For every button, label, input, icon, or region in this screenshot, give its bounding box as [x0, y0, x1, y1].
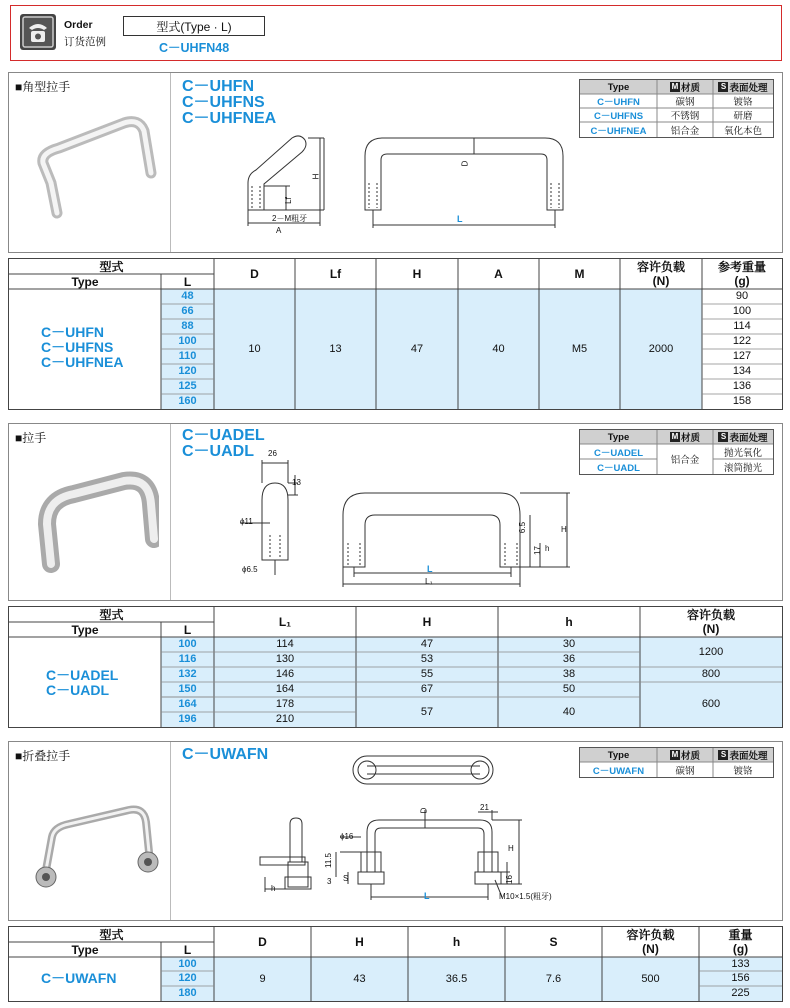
dim-phi16: ϕ16 [340, 832, 354, 841]
model-uhfn: C－UHFN [182, 78, 254, 95]
t1-header-load: 容许负载 [636, 260, 685, 274]
t3-weight-1: 156 [731, 972, 750, 984]
dim-h-1: H [311, 173, 321, 180]
t2-header-type-en: Type [71, 622, 99, 637]
t3-hs-value: 36.5 [445, 972, 468, 985]
dim-l-1: L [457, 214, 463, 224]
order-label-cn: 订货范例 [64, 36, 106, 48]
mt1-type-0: C－UHFN [597, 97, 640, 108]
t2-l1-0: 114 [276, 638, 294, 650]
t1-header-l: L [183, 274, 192, 289]
mt1-surface-0: 镀铬 [733, 97, 753, 108]
mt3-header-type: Type [580, 748, 657, 762]
t1-h-value: 47 [410, 342, 424, 355]
mt2-header-surface: S 表面处理 [713, 430, 773, 444]
dim-L1-2: L₁ [425, 576, 433, 586]
handle-drawing [230, 455, 580, 590]
t1-weight-3: 122 [732, 335, 752, 347]
t1-l-5: 120 [178, 365, 197, 377]
order-type-header: 型式(Type · L) [123, 16, 265, 36]
section-title-angled: ■角型拉手 [15, 80, 71, 94]
t1-weight-5: 134 [732, 365, 752, 377]
mt2-type-1: C－UADL [597, 462, 640, 474]
mt1-header-type: Type [580, 80, 657, 94]
angled-handle-drawing [240, 128, 570, 243]
t1-weight-1: 100 [732, 305, 752, 317]
t3-s-value: 7.6 [545, 972, 562, 985]
t2-h-3: 67 [420, 683, 434, 695]
t3-header-type-cn: 型式 [99, 927, 124, 942]
mt2-type-0: C－UADEL [593, 447, 644, 459]
t3-load-value: 500 [641, 972, 660, 985]
dim-13: 13 [292, 478, 301, 487]
t1-d-value: 10 [248, 342, 261, 355]
spec-table-1 [8, 258, 783, 410]
dim-h-small-3: h [271, 884, 276, 893]
mt2-header-type: Type [580, 430, 657, 444]
t2-l-4: 164 [178, 698, 197, 710]
model-uwafn: C－UWAFN [182, 746, 269, 763]
mt1-surface-2: 氧化本色 [723, 125, 762, 137]
t3-header-d: D [258, 935, 267, 949]
t1-m-value: M5 [571, 342, 588, 355]
t2-header-l: L [183, 622, 192, 637]
t1-header-load-unit: (N) [652, 274, 670, 288]
mt3-material-0: 碳钢 [675, 765, 695, 777]
mt2-surface-1: 滚筒抛光 [723, 462, 762, 474]
folding-handle-drawing [240, 752, 530, 912]
t2-l1-3: 164 [275, 683, 295, 695]
t1-header-h: H [412, 267, 422, 281]
mt1-header-material: M 材质 [657, 80, 713, 94]
t2-h-0: 47 [420, 638, 434, 650]
dim-h-small: h [545, 544, 550, 553]
t2-hs-3: 50 [562, 683, 576, 695]
t2-h-1: 53 [420, 653, 434, 665]
dim-3: 3 [327, 877, 332, 886]
t1-l-4: 110 [178, 350, 197, 362]
t2-l1-5: 210 [275, 713, 295, 725]
t3-d-value: 9 [259, 972, 266, 985]
t1-header-lf: Lf [329, 267, 342, 281]
dim-L-3: L [424, 891, 430, 901]
dim-L-2: L [427, 564, 433, 574]
t2-model-0: C－UADEL [46, 667, 119, 683]
dim-d-3: D [419, 807, 429, 814]
t2-hs-2: 38 [562, 668, 576, 680]
t3-header-weight-unit: (g) [732, 942, 749, 956]
mt1-surface-1: 研磨 [733, 111, 753, 122]
t3-header-l: L [183, 942, 192, 957]
t3-weight-2: 225 [731, 987, 750, 999]
section-title-folding: ■折叠拉手 [15, 749, 71, 763]
dim-65: 6.5 [518, 521, 528, 534]
mt1-material-2: 铝合金 [670, 125, 700, 137]
dim-21: 21 [480, 803, 489, 812]
phone-icon [20, 14, 56, 50]
t2-models [46, 668, 118, 698]
t2-load-0: 1200 [698, 645, 724, 658]
t3-l-0: 100 [178, 957, 197, 970]
mt1-type-2: C－UHFNEA [590, 125, 647, 137]
t1-l-0: 48 [181, 290, 194, 302]
t1-weight-2: 114 [733, 320, 751, 332]
mt2-material-shared: 铝合金 [670, 455, 700, 466]
t1-lf-value: 13 [329, 342, 342, 355]
model-uhfns: C－UHFNS [182, 94, 265, 111]
t1-model-0: C－UHFN [41, 324, 104, 340]
dim-H-3: H [508, 844, 514, 853]
dim-a-1: A [276, 226, 282, 235]
mt3-surface-0: 镀铬 [733, 765, 753, 777]
t3-models [41, 971, 116, 986]
spec-table-2 [8, 606, 783, 728]
t2-header-h-small: h [565, 615, 573, 629]
t2-header-type-cn: 型式 [99, 607, 124, 622]
t1-header-type-en: Type [71, 274, 99, 289]
t1-weight-6: 136 [732, 380, 752, 392]
model-uhfnea: C－UHFNEA [182, 110, 277, 127]
t2-header-load-unit: (N) [702, 622, 720, 636]
t1-weight-0: 90 [735, 290, 749, 302]
t3-header-load: 容许负载 [626, 928, 675, 942]
t1-a-value: 40 [492, 342, 505, 355]
mt3-header-surface: S 表面处理 [713, 748, 773, 762]
handle-image [29, 459, 159, 579]
mt2-surface-0: 抛光氧化 [723, 447, 762, 459]
t2-l-2: 132 [178, 668, 197, 680]
t3-header-weight: 重量 [728, 928, 753, 942]
t1-load-value: 2000 [648, 342, 674, 355]
mt3-header-material: M 材质 [657, 748, 713, 762]
dim-s: S [343, 874, 349, 883]
t2-hs-0: 30 [562, 638, 576, 650]
t2-header-h: H [422, 615, 432, 629]
t2-l-0: 100 [178, 638, 197, 650]
t3-h-value: 43 [353, 972, 366, 985]
order-example: C－UHFN48 [159, 41, 230, 55]
t1-weight-4: 127 [732, 350, 752, 362]
dim-lf-1: Lf [283, 197, 293, 204]
t3-header-type-en: Type [71, 942, 99, 957]
mt3-type-0: C－UWAFN [592, 765, 645, 777]
mt1-type-1: C－UHFNS [593, 111, 644, 122]
angled-handle-image [29, 103, 159, 223]
t3-header-h: H [355, 935, 364, 949]
product-photo-angled [9, 73, 171, 252]
model-uadl: C－UADL [182, 443, 254, 460]
t2-l-3: 150 [178, 683, 197, 695]
t3-header-load-unit: (N) [642, 942, 659, 956]
t1-l-6: 125 [178, 380, 197, 392]
t2-model-1: C－UADL [46, 682, 109, 698]
t3-weight-0: 133 [731, 957, 750, 970]
material-table-1 [579, 79, 774, 138]
t1-weight-7: 158 [732, 395, 752, 407]
t1-l-7: 160 [178, 395, 197, 407]
dim-thread: M10×1.5(粗牙) [499, 892, 552, 901]
t1-header-m: M [574, 267, 585, 281]
dim-16: 16 [504, 875, 514, 884]
order-label: Order [64, 19, 93, 31]
t1-l-1: 66 [181, 305, 194, 317]
t2-h-4: 57 [420, 705, 434, 718]
t2-l1-4: 178 [275, 698, 295, 710]
section-title-handle: ■拉手 [15, 431, 47, 445]
t2-hs-1: 36 [562, 653, 576, 665]
dim-26: 26 [268, 449, 277, 458]
mt1-material-0: 碳钢 [675, 97, 695, 108]
t1-model-1: C－UHFNS [41, 339, 114, 355]
t3-l-2: 180 [178, 987, 197, 999]
dim-115: 11.5 [323, 853, 333, 868]
t1-l-3: 100 [178, 335, 197, 347]
t1-l-2: 88 [181, 320, 194, 332]
mt2-header-material: M 材质 [657, 430, 713, 444]
t2-load-2: 600 [701, 698, 721, 710]
t2-header-l1: L₁ [278, 615, 292, 629]
material-table-2 [579, 429, 774, 475]
mt1-header-surface: S 表面处理 [713, 80, 773, 94]
t1-header-a: A [494, 267, 503, 281]
dim-phi65: ϕ6.5 [242, 565, 258, 574]
mt1-material-1: 不锈钢 [670, 111, 700, 122]
model-uadel: C－UADEL [182, 427, 265, 444]
t1-header-weight: 参考重量 [717, 260, 766, 274]
t3-header-h-small: h [452, 935, 461, 949]
t3-l-1: 120 [178, 972, 197, 984]
order-box [10, 5, 782, 61]
t2-hs-4: 40 [562, 705, 576, 718]
t2-l1-2: 146 [275, 668, 295, 680]
product-photo-folding [9, 742, 171, 920]
material-table-3 [579, 747, 774, 778]
dim-H-2: H [561, 525, 567, 534]
t1-header-weight-unit: (g) [734, 274, 750, 288]
dim-17: 17 [532, 546, 542, 555]
t2-l-5: 196 [178, 713, 197, 725]
t2-header-load: 容许负载 [686, 608, 735, 622]
dim-phi11: ϕ11 [240, 517, 253, 526]
t2-l-1: 116 [178, 653, 197, 665]
t1-model-2: C－UHFNEA [41, 354, 124, 370]
t3-header-s: S [549, 935, 558, 949]
t2-h-2: 55 [420, 668, 434, 680]
dim-screw-1: 2－M粗牙 [272, 214, 308, 223]
t1-models [41, 325, 123, 370]
spec-table-3 [8, 926, 783, 1002]
t1-header-d: D [250, 267, 259, 281]
t2-l1-1: 130 [275, 653, 295, 665]
t2-load-1: 800 [701, 668, 721, 680]
folding-handle-image [24, 782, 164, 902]
dim-d-1: D [460, 160, 470, 167]
t3-model-0: C－UWAFN [41, 970, 117, 986]
product-photo-handle [9, 424, 171, 600]
t1-header-type-cn: 型式 [99, 259, 124, 274]
